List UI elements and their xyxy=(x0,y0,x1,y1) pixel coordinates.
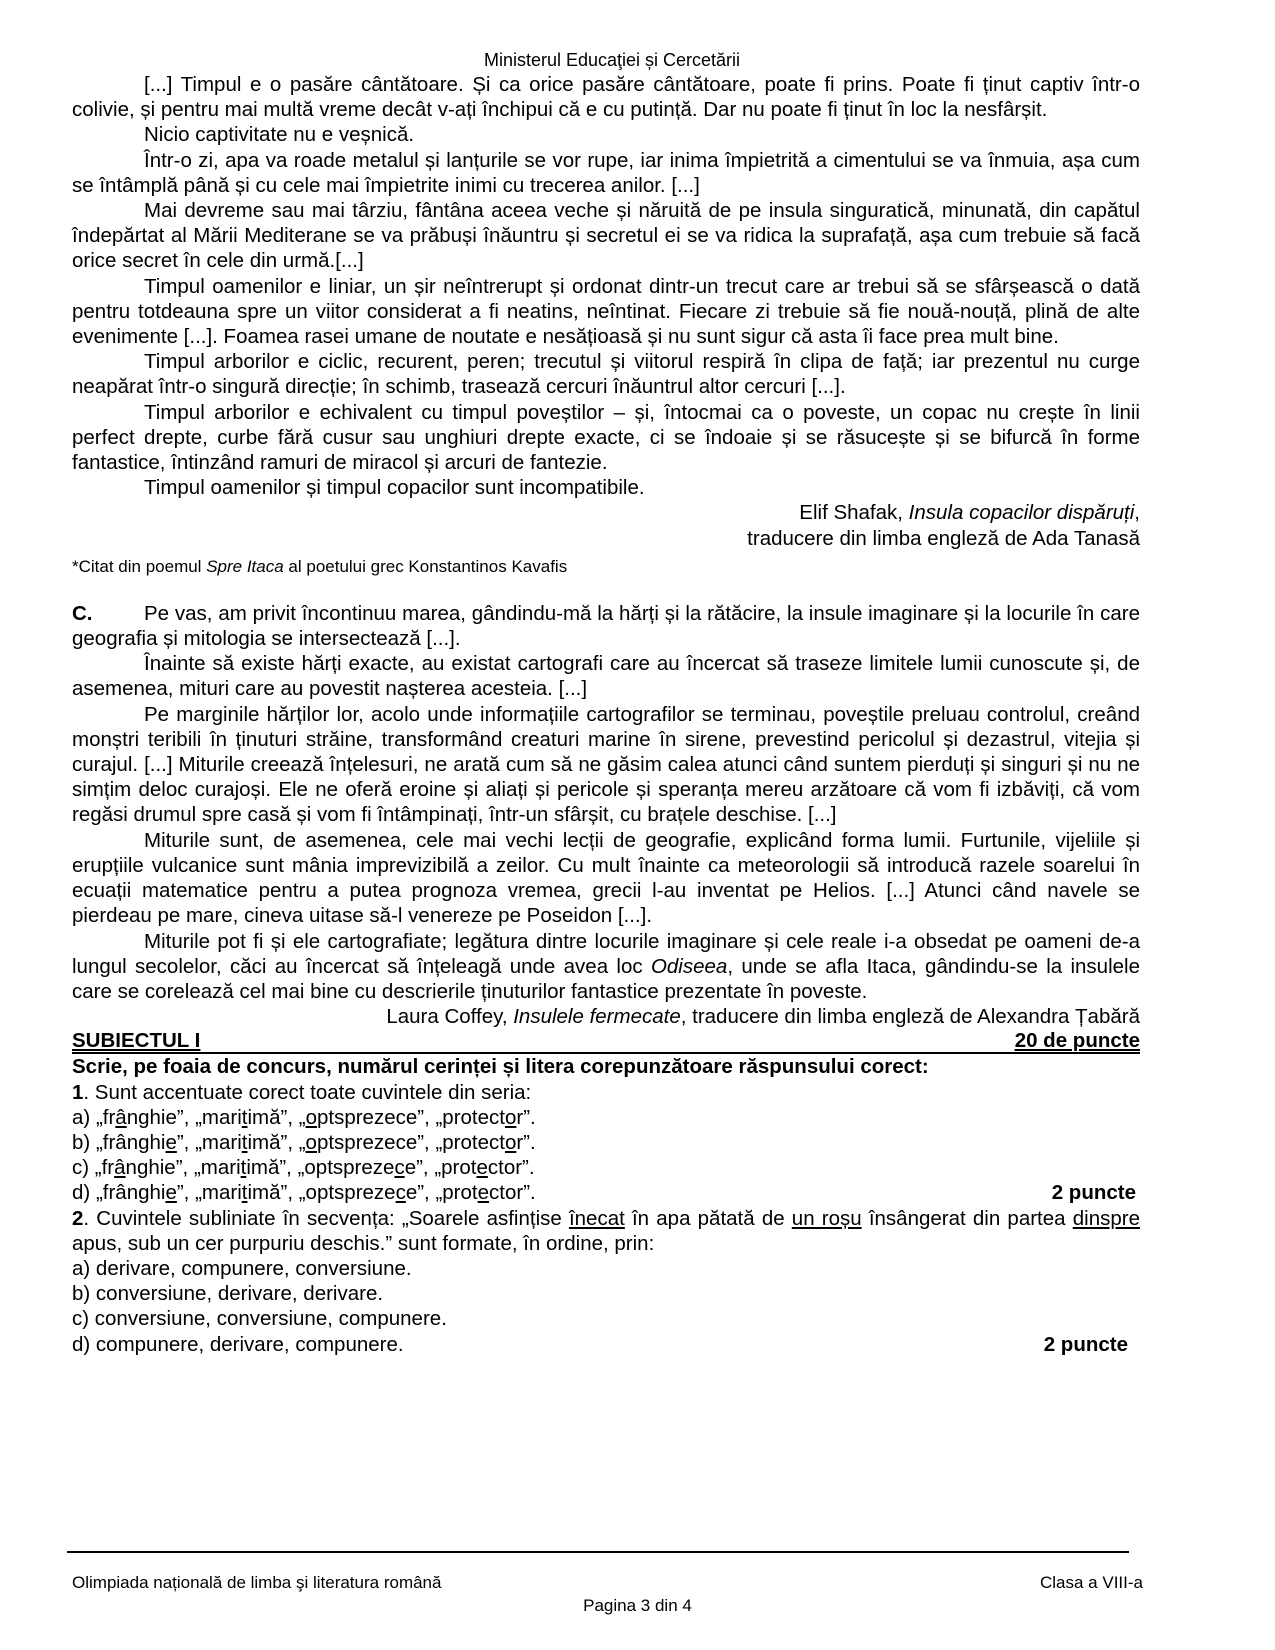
punct: , xyxy=(1134,501,1140,525)
option-text: d) „frânghie”, „maritimă”, „optsprezece”, „protector”. xyxy=(72,1181,536,1205)
answer-option xyxy=(72,1281,1140,1306)
answer-option xyxy=(72,1105,1140,1130)
book-title: Insula copacilor dispăruți xyxy=(908,501,1135,525)
subject-title: SUBIECTUL I xyxy=(72,1029,201,1053)
footnote xyxy=(72,555,1140,579)
accent-letter: o xyxy=(504,1105,517,1129)
paragraph: Timpul oamenilor și timpul copacilor sunt incompatibile. xyxy=(144,476,645,500)
paragraph: Într-o zi, apa va roade metalul și lanțurile se vor rupe, iar inima împietrită a cimentului se va înmuia, așa cum se întâmplă până și cu cele mai împietrite inimi cu trecerea anilor. [...] xyxy=(72,148,1140,197)
answer-option xyxy=(72,1155,1140,1180)
book-title: Insulele fermecate xyxy=(513,1005,681,1029)
accent-letter: e xyxy=(477,1181,490,1205)
answer-option xyxy=(72,1332,1140,1357)
accent-letter: â xyxy=(115,1105,127,1129)
text: . Cuvintele subliniate în secvența: „Soarele asfințise xyxy=(83,1206,569,1230)
author: Elif Shafak, xyxy=(799,501,909,525)
answer-option xyxy=(72,1130,1140,1155)
answer-option xyxy=(72,1180,1140,1205)
question-number: 2 xyxy=(72,1206,84,1230)
attribution-b xyxy=(72,500,1140,525)
option-text: c) „frânghie”, „maritimă”, „optsprezece”, „protector”. xyxy=(72,1156,535,1180)
footer-class: Clasa a VIII-a xyxy=(1040,1573,1143,1592)
paragraph xyxy=(72,929,1140,1005)
author: Laura Coffey, xyxy=(386,1005,514,1029)
paragraph: Timpul arborilor e echivalent cu timpul poveștilor – și, întocmai ca o poveste, un copac nu crește în linii perfect drepte, curbe fără cusur sau unghiuri drepte exacte, ci se îndoaie și se răsucește și se bifurcă în forme fantastice, întinzând ramuri de miracol și arcuri de fantezie. xyxy=(72,400,1140,475)
option-text: d) compunere, derivare, compunere. xyxy=(72,1332,404,1356)
text: apus, sub un cer purpuriu deschis.” sunt formate, în ordine, prin: xyxy=(72,1231,655,1255)
italic-title: Odiseea xyxy=(650,954,728,978)
points-label: 2 puncte xyxy=(1043,1332,1128,1356)
paragraph-text: Pe vas, am privit încontinuu marea, gândindu-mă la hărți și la rătăcire, la insule imaginare și la locurile în care geografia și mitologia se intersectează [...]. xyxy=(72,601,1140,651)
text: Miturile pot fi și ele cartografiate; legătura dintre locurile imaginare și cele reale i-a obsedat pe oameni de-a lungul secolelor, căci au încercat să înțeleagă unde avea loc xyxy=(72,929,1140,978)
accent-letter: c xyxy=(395,1181,406,1205)
footnote-text: *Citat din poemul xyxy=(72,556,207,576)
translation-b: traducere din limba engleză de Ada Tanasă xyxy=(747,526,1140,550)
attribution-c xyxy=(72,1004,1140,1029)
question-1 xyxy=(72,1080,1140,1105)
points-label: 2 puncte xyxy=(1051,1181,1136,1205)
paragraph: Miturile sunt, de asemenea, cele mai vechi lecții de geografie, explicând forma lumii. Furtunile, vijeliile și erupțiile vulcanice sunt mânia imprevizibilă a zeilor. Cu mult înainte ca meteorologii să introducă razele soarelui în ecuații matematice pentru a putea prognoza vremea, grecii l-au inventat pe Helios. [...] Atunci când navele se pierdeau pe mare, cineva uitase să-l venereze pe Poseidon [...]. xyxy=(72,828,1140,928)
footer-olympiad: Olimpiada națională de limba şi literatura română xyxy=(72,1573,442,1592)
page-number: Pagina 3 din 4 xyxy=(583,1596,692,1615)
text: în apa pătată de xyxy=(624,1206,792,1230)
paragraph: [...] Timpul e o pasăre cântătoare. Și ca orice pasăre cântătoare, poate fi prins. Poate fi ținut captiv într-o colivie, și pentru mai multă vreme decât v-ați închipui că e cu putință. Dar nu poate fi ținut în loc la nesfârșit. xyxy=(72,73,1140,122)
text: însângerat din partea xyxy=(861,1206,1073,1230)
underlined-word: un roșu xyxy=(791,1206,862,1230)
paragraph: Timpul arborilor e ciclic, recurent, peren; trecutul și viitorul respiră în clipa de față; iar prezentul nu curge neapărat într-o singură direcție; în schimb, trasează cercuri înăuntrul altor cercuri [...]. xyxy=(72,350,1140,399)
poem-title: Spre Itaca xyxy=(206,556,284,576)
accent-letter: e xyxy=(165,1181,177,1205)
accent-letter: t xyxy=(241,1130,248,1154)
ministry-header: Ministerul Educaţiei și Cercetării xyxy=(483,50,741,70)
accent-letter: t xyxy=(241,1105,248,1129)
accent-letter: t xyxy=(241,1181,248,1205)
paragraph: Nicio captivitate nu e veșnică. xyxy=(144,123,415,147)
translation: , traducere din limba engleză de Alexandra Țabără xyxy=(680,1005,1140,1029)
answer-option xyxy=(72,1256,1140,1281)
paragraph: Mai devreme sau mai târziu, fântâna aceea veche și năruită de pe insula singuratică, minunată, din capătul îndepărtat al Mării Mediterane se va prăbuși înăuntru și secretul ei se va ridica la suprafață, așa cum trebuie să facă orice secret în cele din urmă.[...] xyxy=(72,199,1140,273)
accent-letter: c xyxy=(394,1156,405,1180)
section-label: C. xyxy=(72,601,93,625)
subject-header xyxy=(72,1029,1140,1054)
accent-letter: â xyxy=(114,1156,126,1180)
document-page xyxy=(72,48,1140,1357)
accent-letter: e xyxy=(476,1156,488,1180)
answer-option xyxy=(72,1306,1140,1331)
underlined-word: înecat xyxy=(568,1206,625,1230)
accent-letter: e xyxy=(165,1130,177,1154)
question-1-options xyxy=(72,1105,1140,1206)
option-text: b) conversiune, derivare, derivare. xyxy=(72,1282,384,1306)
question-text: . Sunt accentuate corect toate cuvintele din seria: xyxy=(83,1080,532,1104)
text: , unde se afla Itaca, gândindu-se la insulele care se corelează cel mai bine cu descrierile ținuturilor fantastice prezentate în poveste. xyxy=(72,954,1140,1003)
accent-letter: o xyxy=(504,1130,517,1154)
paragraph-c-first xyxy=(72,601,1140,651)
accent-letter: o xyxy=(305,1130,317,1154)
option-text: a) „frânghie”, „maritimă”, „optsprezece”, „protector”. xyxy=(72,1105,536,1129)
footnote-text: al poetului grec Konstantinos Kavafis xyxy=(283,556,568,576)
option-text: a) derivare, compunere, conversiune. xyxy=(72,1256,412,1280)
footer-divider xyxy=(67,1551,1129,1553)
paragraph: Timpul oamenilor e liniar, un șir neîntrerupt și ordonat dintr-un trecut care ar trebui să se sfârșească o dată pentru totdeauna spre un viitor considerat a fi neatins, neîntinat. Fiecare zi trebuie să fie nouă-nouță, plină de alte evenimente [...]. Foamea rasei umane de noutate e nesățioasă și nu sunt sigur că asta îi face prea mult bine. xyxy=(72,274,1140,349)
question-number: 1 xyxy=(72,1080,84,1104)
option-text: b) „frânghie”, „maritimă”, „optsprezece”, „protector”. xyxy=(72,1130,536,1154)
paragraph: Pe marginile hărților lor, acolo unde informațiile cartografilor se terminau, poveștile preluau controlul, creând monștri teribili în ținuturi străine, transformând creaturi marine în sirene, prevestind pericolul și dezastrul, vitejia și curajul. [...] Miturile creează înțelesuri, ne arată cum să ne găsim calea atunci când suntem pierduți și singuri și nu ne simțim deloc curajoși. Ele ne oferă eroine și aliați și pericole și speranța mereu arzătoare că vom fi izbăviți, că vom regăsi drumul spre casă și vom fi întâmpinați, într-un sfârșit, cu brațele deschise. [...] xyxy=(72,702,1140,827)
subject-points: 20 de puncte xyxy=(1014,1029,1140,1053)
option-text: c) conversiune, conversiune, compunere. xyxy=(72,1307,447,1331)
question-2 xyxy=(72,1206,1140,1256)
accent-letter: o xyxy=(305,1105,317,1129)
instruction: Scrie, pe foaia de concurs, numărul cerinței și litera corepunzătoare răspunsului corect: xyxy=(72,1055,929,1079)
underlined-word: dinspre xyxy=(1072,1206,1140,1230)
accent-letter: t xyxy=(240,1156,247,1180)
paragraph: Înainte să existe hărți exacte, au existat cartografi care au încercat să traseze limitele lumii cunoscute și, de asemenea, mituri care au povestit nașterea acesteia. [...] xyxy=(72,652,1140,701)
